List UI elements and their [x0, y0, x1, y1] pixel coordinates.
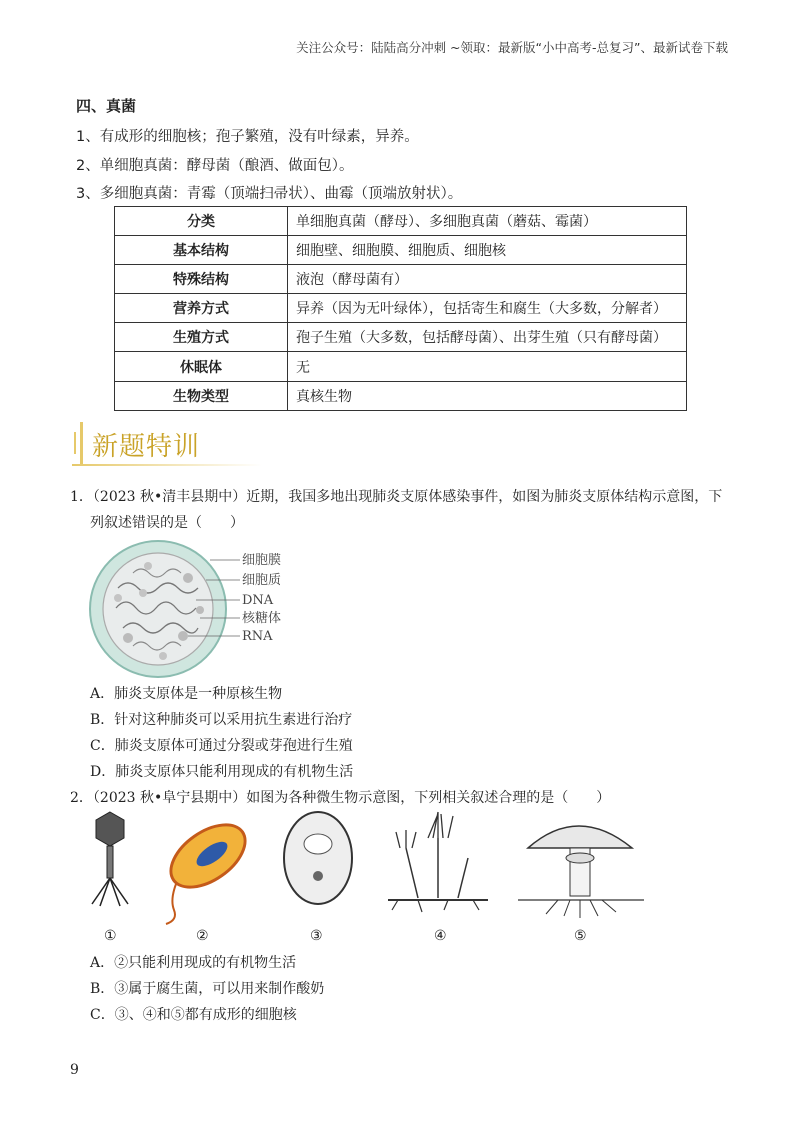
q1-stem-line1: 1．（2023 秋•清丰县期中）近期，我国多地出现肺炎支原体感染事件，如图为肺炎支原体结构示意图，下: [70, 489, 723, 505]
table-row: [115, 265, 687, 294]
table-key: 营养方式: [115, 294, 288, 323]
fungi-table: [114, 206, 687, 411]
fig2-label: ⑤: [574, 928, 587, 944]
table-value: 单细胞真菌（酵母）、多细胞真菌（蘑菇、霉菌）: [288, 207, 687, 236]
yeast-figure: [284, 812, 352, 904]
banner-title: 新题特训: [92, 432, 201, 462]
table-value: 无: [288, 352, 687, 381]
table-key: 基本结构: [115, 236, 288, 265]
table-value: 异养（因为无叶绿体），包括寄生和腐生（大多数，分解者）: [288, 294, 687, 323]
q1-option-a: A．肺炎支原体是一种原核生物: [90, 686, 283, 702]
fig2-label: ③: [310, 928, 323, 944]
mold-figure: [388, 812, 488, 912]
table-row: [115, 236, 687, 265]
table-row: [115, 381, 687, 410]
mycoplasma-diagram: [88, 538, 298, 680]
q2-option-c: C．③、④和⑤都有成形的细胞核: [90, 1007, 297, 1023]
fig1-label: 核糖体: [242, 611, 282, 626]
fig1-label: 细胞膜: [242, 553, 282, 568]
q1-option-d: D．肺炎支原体只能利用现成的有机物生活: [90, 764, 354, 780]
banner-underline: [72, 464, 262, 466]
bacterium-figure: [160, 812, 256, 924]
fig1-label: 细胞质: [242, 573, 282, 588]
q1-stem-line2: 列叙述错误的是（ ）: [90, 515, 244, 531]
table-value: 真核生物: [288, 381, 687, 410]
page-header: 关注公众号：陆陆高分冲刺 ~领取：最新版“小中高考-总复习”、最新试卷下载: [296, 40, 728, 55]
section-line-3: 3、多细胞真菌：青霉（顶端扫帚状）、曲霉（顶端放射状）。: [76, 186, 463, 202]
phage-figure: [92, 812, 128, 906]
table-value: 细胞壁、细胞膜、细胞质、细胞核: [288, 236, 687, 265]
page-number: 9: [70, 1062, 79, 1078]
banner-decoration: [80, 422, 83, 464]
table-key: 分类: [115, 207, 288, 236]
fig2-label: ④: [434, 928, 447, 944]
q1-option-b: B．针对这种肺炎可以采用抗生素进行治疗: [90, 712, 353, 728]
section-banner: [72, 420, 272, 468]
mushroom-figure: [518, 826, 644, 918]
table-row: [115, 323, 687, 352]
table-value: 孢子生殖（大多数，包括酵母菌）、出芽生殖（只有酵母菌）: [288, 323, 687, 352]
table-key: 生殖方式: [115, 323, 288, 352]
table-key: 生物类型: [115, 381, 288, 410]
table-row: [115, 207, 687, 236]
fig2-label: ②: [196, 928, 209, 944]
table-row: [115, 294, 687, 323]
microbes-diagram: [88, 808, 648, 950]
fig2-label: ①: [104, 928, 117, 944]
q2-option-a: A．②只能利用现成的有机物生活: [90, 955, 297, 971]
table-row: [115, 352, 687, 381]
section-line-1: 1、有成形的细胞核；孢子繁殖，没有叶绿素，异养。: [76, 129, 419, 145]
banner-decoration: [74, 432, 76, 454]
fig1-label: DNA: [242, 593, 274, 608]
q2-stem: 2．（2023 秋•阜宁县期中）如图为各种微生物示意图，下列相关叙述合理的是（ ）: [70, 790, 611, 806]
table-key: 特殊结构: [115, 265, 288, 294]
section-line-2: 2、单细胞真菌：酵母菌（酿酒、做面包）。: [76, 158, 354, 174]
table-key: 休眠体: [115, 352, 288, 381]
table-value: 液泡（酵母菌有）: [288, 265, 687, 294]
q2-option-b: B．③属于腐生菌，可以用来制作酸奶: [90, 981, 325, 997]
q1-option-c: C．肺炎支原体可通过分裂或芽孢进行生殖: [90, 738, 353, 754]
fig1-label: RNA: [242, 629, 273, 644]
section-title: 四、真菌: [76, 97, 137, 115]
